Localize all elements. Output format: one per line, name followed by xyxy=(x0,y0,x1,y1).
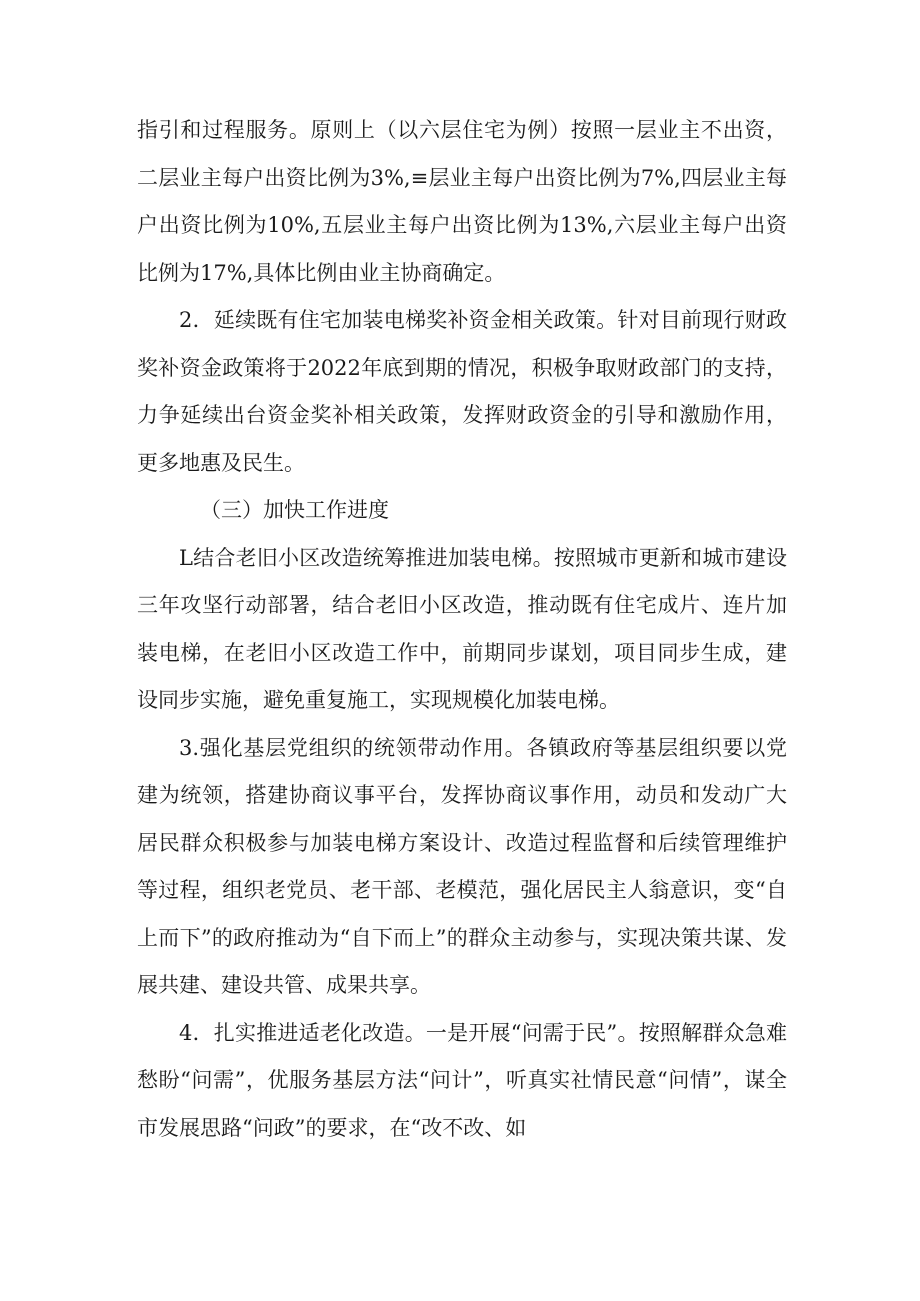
section-heading: （三）加快工作进度 xyxy=(200,498,389,522)
paragraph-aging-renovation: 4．扎实推进适老化改造。一是开展“问需于民”。按照解群众急难愁盼“问需”，优服务基层方法“问计”，听真实社情民意“问情”，谋全市发展思路“问政”的要求，在“改不改、如 xyxy=(137,1020,787,1140)
paragraph-party-leadership: 3.强化基层党组织的统领带动作用。各镇政府等基层组织要以党建为统领，搭建协商议事平台，发挥协商议事作用，动员和发动广大居民群众积极参与加装电梯方案设计、改造过程监督和后续管理维护等过程，组织老党员、老干部、老模范，强化居民主人翁意识，变“自上而下”的政府推动为“自下而上”的群众主动参与，实现决策共谋、发展共建、建设共管、成果共享。 xyxy=(137,735,787,997)
paragraph-subsidy-policy: 2．延续既有住宅加装电梯奖补资金相关政策。针对目前现行财政奖补资金政策将于2022年底到期的情况，积极争取财政部门的支持，力争延续出台资金奖补相关政策，发挥财政资金的引导和激励作用，更多地惠及民生。 xyxy=(137,308,787,475)
paragraph-owner-contribution: 指引和过程服务。原则上（以六层住宅为例）按照一层业主不出资，二层业主每户出资比例为3%,≡层业主每户出资比例为7%,四层业主每户出资比例为10%,五层业主每户出资比例为13%,六层业主每户出资比例为17%,具体比例由业主协商确定。 xyxy=(137,118,787,285)
paragraph-old-community-renovation: L结合老旧小区改造统筹推进加装电梯。按照城市更新和城市建设三年攻坚行动部署，结合老旧小区改造，推动既有住宅成片、连片加装电梯，在老旧小区改造工作中，前期同步谋划，项目同步生成，建设同步实施，避免重复施工，实现规模化加装电梯。 xyxy=(137,545,787,712)
document-body xyxy=(137,107,787,1152)
